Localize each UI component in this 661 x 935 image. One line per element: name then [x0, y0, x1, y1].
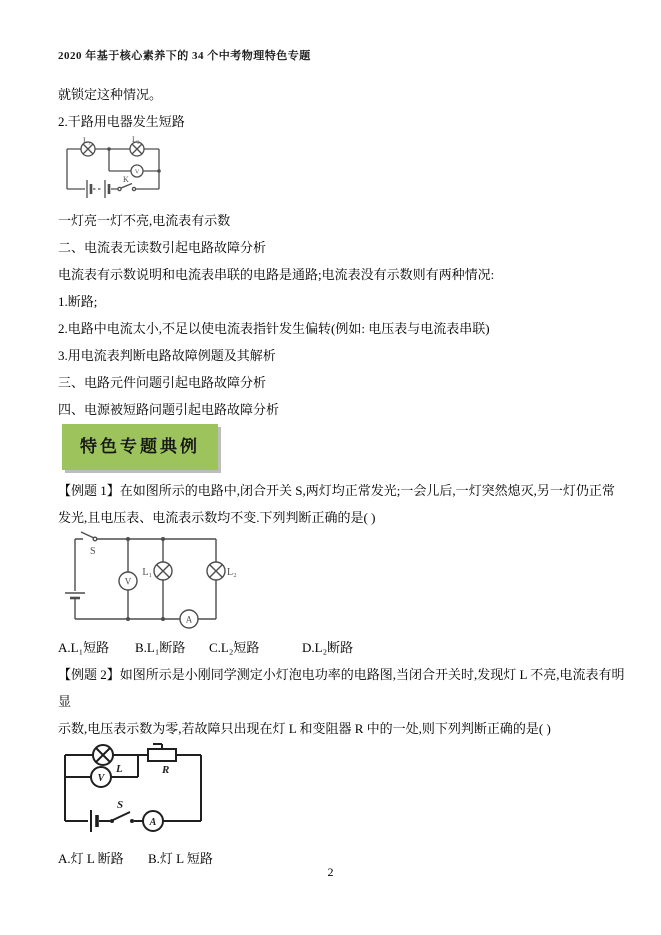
junction-dot [126, 537, 130, 541]
voltmeter-icon [119, 572, 137, 590]
running-header: 2020 年基于核心素养下的 34 个中考物理特色专题 [58, 50, 311, 62]
text-line-conclusion: 就锁定这种情况。 [58, 87, 163, 102]
lamp-icon [154, 562, 172, 580]
lamp2-label: L₂ [227, 567, 237, 578]
lamp-icon [130, 142, 144, 156]
svg-text:A: A [185, 614, 193, 625]
switch-icon [118, 184, 136, 191]
junction-dot [157, 169, 161, 173]
voltmeter-icon [91, 767, 111, 787]
option-a: A.灯 L 断路 [58, 851, 124, 866]
circuit-diagram-2 [58, 531, 630, 634]
side-wires [65, 755, 201, 821]
svg-text:V: V [97, 773, 105, 784]
wires [67, 149, 159, 189]
circuit1-svg [58, 135, 193, 201]
option-b: B.L₁断路 [135, 640, 186, 655]
option-d: D.L₂断路 [302, 640, 354, 655]
switch-icon [81, 532, 97, 541]
switch-icon [110, 812, 134, 823]
option-c: C.L₂短路 [209, 640, 260, 655]
section-banner [62, 424, 218, 470]
circuit-diagram-1 [58, 135, 630, 207]
circuit2-svg [58, 531, 243, 629]
lamp-label: L [116, 763, 123, 775]
list-item-example-analysis: 3.用电流表判断电路故障例题及其解析 [58, 348, 276, 363]
heading-trunk-short-circuit: 2.干路用电器发生短路 [58, 114, 185, 129]
switch-label: S [117, 799, 124, 811]
junction-dot [161, 617, 165, 621]
junction-dot [161, 537, 165, 541]
lamp1-label: L₁ [83, 136, 91, 145]
rheostat-label: R [162, 764, 170, 776]
text-line-lamp-observation: 一灯亮一灯不亮,电流表有示数 [58, 213, 231, 228]
example1-options [58, 634, 630, 661]
rheostat-icon [148, 744, 176, 761]
battery-icon [65, 593, 85, 598]
switch-label: S [90, 546, 96, 557]
svg-text:V: V [134, 169, 140, 176]
lamp2-label: L₂ [132, 135, 140, 144]
svg-text:V: V [124, 576, 132, 587]
example1-text-line2: 发光,且电压表、电流表示数均不变.下列判断正确的是( ) [58, 510, 376, 525]
example2-text-line1: 【例题 2】如图所示是小刚同学测定小灯泡电功率的电路图,当闭合开关时,发现灯 L 不亮,电流表有明显 [58, 667, 625, 709]
battery-icon [87, 180, 109, 198]
heading-section-component-fault: 三、电路元件问题引起电路故障分析 [58, 375, 267, 390]
ammeter-icon [180, 610, 198, 628]
list-item-small-current: 2.电路中电流太小,不足以使电流表指针发生偏转(例如: 电压表与电流表串联) [58, 321, 490, 336]
svg-text:A: A [149, 817, 157, 828]
section-banner-label: 特色专题典例 [80, 437, 200, 456]
heading-section-source-short: 四、电源被短路问题引起电路故障分析 [58, 402, 280, 417]
junction-dot [126, 617, 130, 621]
lamp-icon [207, 562, 225, 580]
example1-text-line1: 【例题 1】在如图所示的电路中,闭合开关 S,两灯均正常发光;一会儿后,一灯突然熄灭,另一灯仍正常 [58, 483, 615, 498]
document-content [58, 81, 630, 872]
lamp-icon [93, 745, 113, 765]
switch-label: K [123, 175, 129, 184]
voltmeter-icon [131, 165, 143, 177]
battery-icon [91, 810, 97, 832]
list-item-open-circuit: 1.断路; [58, 294, 98, 309]
example2-text-line2: 示数,电压表示数为零,若故障只出现在灯 L 和变阻器 R 中的一处,则下列判断正确的是( ) [58, 721, 551, 736]
heading-section-ammeter-no-reading: 二、电流表无读数引起电路故障分析 [58, 240, 267, 255]
page-number: 2 [327, 865, 334, 879]
lamp1-label: L₁ [142, 567, 152, 578]
circuit-diagram-3 [58, 742, 630, 845]
option-a: A.L₁短路 [58, 640, 110, 655]
option-b: B.灯 L 短路 [148, 851, 213, 866]
ammeter-icon [143, 811, 163, 831]
text-line-ammeter-explanation: 电流表有示数说明和电流表串联的电路是通路;电流表没有示数则有两种情况: [58, 267, 495, 282]
circuit3-svg [58, 742, 208, 837]
